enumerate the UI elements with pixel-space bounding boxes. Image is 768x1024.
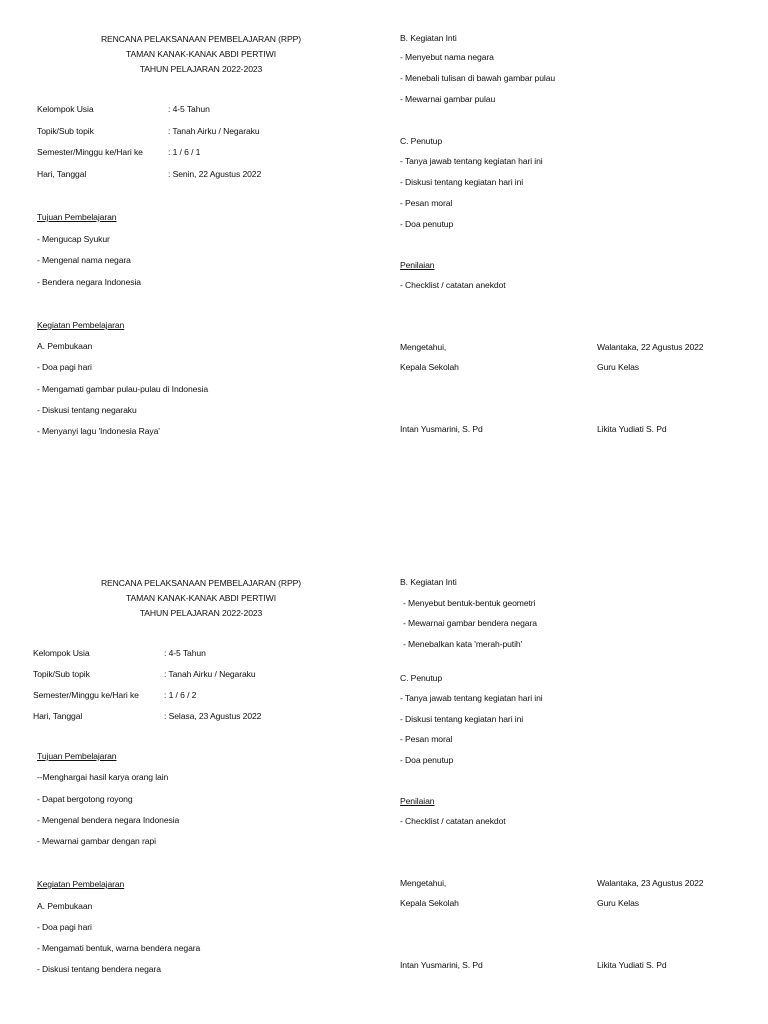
info-label: Kelompok Usia: [33, 648, 90, 658]
list-item: - Menyebut nama negara: [400, 52, 494, 62]
section-title-kegiatan: Kegiatan Pembelajaran: [37, 879, 125, 889]
sign-teacher-role: Guru Kelas: [597, 362, 639, 372]
subsection-title: A. Pembukaan: [37, 341, 93, 351]
sign-place-date: Walantaka, 22 Agustus 2022: [597, 342, 704, 352]
list-item: - Mengucap Syukur: [37, 234, 110, 244]
info-value: : 4-5 Tahun: [164, 648, 206, 658]
list-item: - Doa pagi hari: [37, 922, 92, 932]
list-item: - Pesan moral: [400, 734, 453, 744]
info-value: : 4-5 Tahun: [168, 104, 210, 114]
sign-principal-name: Intan Yusmarini, S. Pd: [400, 424, 483, 434]
sign-principal-role: Kepala Sekolah: [400, 362, 459, 372]
header-school: TAMAN KANAK-KANAK ABDI PERTIWI: [126, 49, 276, 59]
list-item: - Tanya jawab tentang kegiatan hari ini: [400, 156, 543, 166]
header-school: TAMAN KANAK-KANAK ABDI PERTIWI: [126, 593, 276, 603]
sign-known: Mengetahui,: [400, 342, 447, 352]
list-item: - Mewarnai gambar dengan rapi: [37, 836, 156, 846]
list-item: - Doa pagi hari: [37, 362, 92, 372]
sign-known: Mengetahui,: [400, 878, 447, 888]
sign-place-date: Walantaka, 23 Agustus 2022: [597, 878, 704, 888]
list-item: - Mengamati bentuk, warna bendera negara: [37, 943, 201, 953]
section-title-penilaian: Penilaian: [400, 796, 435, 806]
subsection-title: A. Pembukaan: [37, 901, 93, 911]
list-item: - Menebalkan kata 'merah-putih': [403, 639, 523, 649]
list-item: - Mengamati gambar pulau-pulau di Indonesia: [37, 384, 209, 394]
list-item: - Menyanyi lagu 'Indonesia Raya': [37, 426, 160, 436]
list-item: - Diskusi tentang kegiatan hari ini: [400, 177, 524, 187]
subsection-title: B. Kegiatan Inti: [400, 577, 457, 587]
sign-teacher-role: Guru Kelas: [597, 898, 639, 908]
list-item: - Pesan moral: [400, 198, 453, 208]
list-item: - Doa penutup: [400, 219, 454, 229]
info-label: Hari, Tanggal: [37, 169, 87, 179]
section-title-tujuan: Tujuan Pembelajaran: [37, 751, 117, 761]
section-title-kegiatan: Kegiatan Pembelajaran: [37, 320, 125, 330]
list-item: - Bendera negara Indonesia: [37, 277, 141, 287]
subsection-title: B. Kegiatan Inti: [400, 33, 457, 43]
list-item: - Mewarnai gambar bendera negara: [403, 618, 537, 628]
info-label: Semester/Minggu ke/Hari ke: [33, 690, 139, 700]
list-item: - Mengenal nama negara: [37, 255, 131, 265]
info-value: : Tanah Airku / Negaraku: [164, 669, 256, 679]
list-item: - Checklist / catatan anekdot: [400, 280, 506, 290]
info-value: : 1 / 6 / 1: [168, 147, 201, 157]
list-item: - Tanya jawab tentang kegiatan hari ini: [400, 693, 543, 703]
info-label: Topik/Sub topik: [33, 669, 90, 679]
list-item: - Mengenal bendera negara Indonesia: [37, 815, 180, 825]
info-label: Topik/Sub topik: [37, 126, 94, 136]
subsection-title: C. Penutup: [400, 136, 442, 146]
info-value: : 1 / 6 / 2: [164, 690, 197, 700]
header-title: RENCANA PELAKSANAAN PEMBELAJARAN (RPP): [100, 578, 302, 588]
sign-principal-name: Intan Yusmarini, S. Pd: [400, 960, 483, 970]
list-item: - Diskusi tentang kegiatan hari ini: [400, 714, 524, 724]
list-item: - Doa penutup: [400, 755, 454, 765]
subsection-title: C. Penutup: [400, 673, 442, 683]
sign-principal-role: Kepala Sekolah: [400, 898, 459, 908]
info-label: Hari, Tanggal: [33, 711, 83, 721]
plan-header: [51, 32, 351, 77]
list-item: --Menghargai hasil karya orang lain: [37, 772, 169, 782]
header-title: RENCANA PELAKSANAAN PEMBELAJARAN (RPP): [100, 34, 302, 44]
section-title-penilaian: Penilaian: [400, 260, 435, 270]
info-value: : Selasa, 23 Agustus 2022: [164, 711, 262, 721]
list-item: - Dapat bergotong royong: [37, 794, 133, 804]
info-label: Kelompok Usia: [37, 104, 94, 114]
info-label: Semester/Minggu ke/Hari ke: [37, 147, 143, 157]
header-year: TAHUN PELAJARAN 2022-2023: [139, 64, 263, 74]
list-item: - Menebali tulisan di bawah gambar pulau: [400, 73, 556, 83]
plan-header: [51, 576, 351, 621]
list-item: - Menyebut bentuk-bentuk geometri: [403, 598, 536, 608]
info-value: : Tanah Airku / Negaraku: [168, 126, 260, 136]
list-item: - Mewarnai gambar pulau: [400, 94, 496, 104]
list-item: - Checklist / catatan anekdot: [400, 816, 506, 826]
sign-teacher-name: Likita Yudiati S. Pd: [597, 424, 667, 434]
list-item: - Diskusi tentang negaraku: [37, 405, 137, 415]
info-value: : Senin, 22 Agustus 2022: [168, 169, 262, 179]
sign-teacher-name: Likita Yudiati S. Pd: [597, 960, 667, 970]
list-item: - Diskusi tentang bendera negara: [37, 964, 161, 974]
section-title-tujuan: Tujuan Pembelajaran: [37, 212, 117, 222]
header-year: TAHUN PELAJARAN 2022-2023: [139, 608, 263, 618]
